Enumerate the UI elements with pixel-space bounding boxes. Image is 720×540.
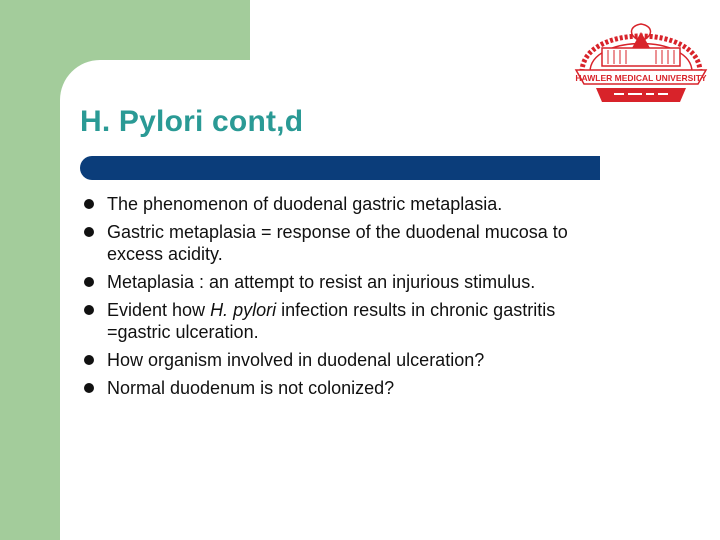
bullet-text: How organism involved in duodenal ulceration? — [107, 350, 485, 370]
logo-university-name: HAWLER MEDICAL UNIVERSITY — [575, 73, 707, 83]
bullet-dot-icon — [84, 199, 94, 209]
bullet-dot-icon — [84, 227, 94, 237]
left-accent-bar — [0, 0, 60, 540]
bullet-text: infection results in chronic gastritis — [276, 300, 556, 320]
bullet-text: Metaplasia : an attempt to resist an injurious stimulus. — [107, 272, 536, 292]
title-divider-bar — [80, 156, 600, 180]
bullet-item — [80, 221, 680, 265]
bullet-text: Gastric metaplasia = response of the duodenal mucosa to — [107, 222, 568, 242]
bullet-text: Evident how — [107, 300, 211, 320]
bullet-item — [80, 299, 680, 343]
bullet-dot-icon — [84, 355, 94, 365]
bullet-item — [80, 349, 680, 371]
bullet-text: The phenomenon of duodenal gastric metaplasia. — [107, 194, 503, 214]
bullet-dot-icon — [84, 277, 94, 287]
bullet-dot-icon — [84, 305, 94, 315]
bullet-text: Normal duodenum is not colonized? — [107, 378, 395, 398]
university-logo — [568, 10, 714, 110]
bullet-text-continued: =gastric ulceration. — [107, 322, 259, 342]
bullet-text-continued: excess acidity. — [107, 244, 223, 264]
slide-title: H. Pylori cont,d — [80, 105, 304, 138]
bullet-item — [80, 271, 680, 293]
bullet-emphasis: H. pylori — [210, 300, 277, 320]
bullet-dot-icon — [84, 383, 94, 393]
bullet-item — [80, 193, 680, 215]
bullet-list — [80, 193, 680, 405]
bullet-item — [80, 377, 680, 399]
